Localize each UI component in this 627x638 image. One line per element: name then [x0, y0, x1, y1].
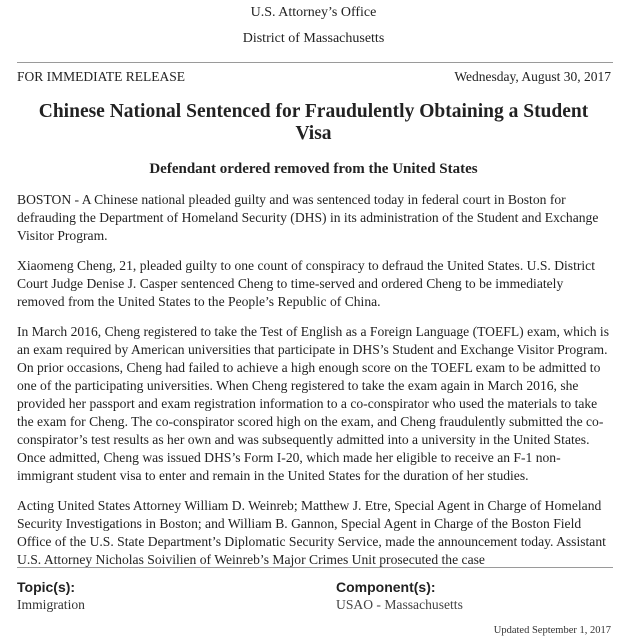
- component-link[interactable]: USAO - Massachusetts: [336, 597, 463, 612]
- paragraph-1: BOSTON - A Chinese national pleaded guilty and was sentenced today in federal court in Boston for defrauding the Department of Homeland Security (DHS) in its administration of the Student and Exchange Visitor Program.: [17, 192, 599, 243]
- components-block: [336, 578, 463, 614]
- paragraph-4: Acting United States Attorney William D. Weinreb; Matthew J. Etre, Special Agent in Charge of Homeland Security Investigations in Boston; and William B. Gannon, Special Agent in Charge of the Boston Field Office of the U.S. State Department’s Diplomatic Security Service, made the announcement today. Assistant U.S. Attorney Nicholas Soivilien of Weinreb’s Major Crimes Unit prosecuted the case: [17, 498, 606, 567]
- district-name: District of Massachusetts: [242, 31, 385, 46]
- components-label: Component(s):: [336, 579, 436, 595]
- topics-label: Topic(s):: [17, 579, 76, 595]
- paragraph-2: Xiaomeng Cheng, 21, pleaded guilty to one count of conspiracy to defraud the United States. U.S. District Court Judge Denise J. Casper sentenced Cheng to time-served and ordered Cheng to be immediately removed from the United States to the People’s Republic of China.: [17, 258, 595, 309]
- page-title: Chinese National Sentenced for Fraudulently Obtaining a Student Visa: [38, 101, 589, 144]
- topic-link[interactable]: Immigration: [17, 597, 85, 612]
- paragraph-3: In March 2016, Cheng registered to take the Test of English as a Foreign Language (TOEFL) exam, which is an exam required by American universities that participate in DHS’s Student and Exchange Visitor Program. On prior occasions, Cheng had failed to achieve a high enough score on the TOEFL exam to be admitted to one of the participating universities. When Cheng registered to take the exam again in March 2016, she provided her passport and exam registration information to a co-conspirator who used the materials to take the exam for Cheng. The co-conspirator scored high on the exam, and Cheng fraudulently submitted the co-conspirator’s test results as her own and was subsequently admitted into a university in the United States. Once admitted, Cheng was issued DHS’s Form I-20, which made her eligible to receive an F-1 non-immigrant student visa to enter and remain in the United States for the duration of her studies.: [17, 324, 609, 483]
- header-divider: [17, 62, 613, 63]
- footer-divider: [17, 567, 613, 568]
- release-date: Wednesday, August 30, 2017: [454, 69, 611, 84]
- topics-block: [17, 578, 85, 614]
- release-label: FOR IMMEDIATE RELEASE: [17, 69, 185, 84]
- article-body: [17, 191, 613, 581]
- page-subtitle: Defendant ordered removed from the United States: [149, 161, 478, 177]
- office-name: U.S. Attorney’s Office: [250, 5, 377, 20]
- updated-date: Updated September 1, 2017: [493, 625, 611, 636]
